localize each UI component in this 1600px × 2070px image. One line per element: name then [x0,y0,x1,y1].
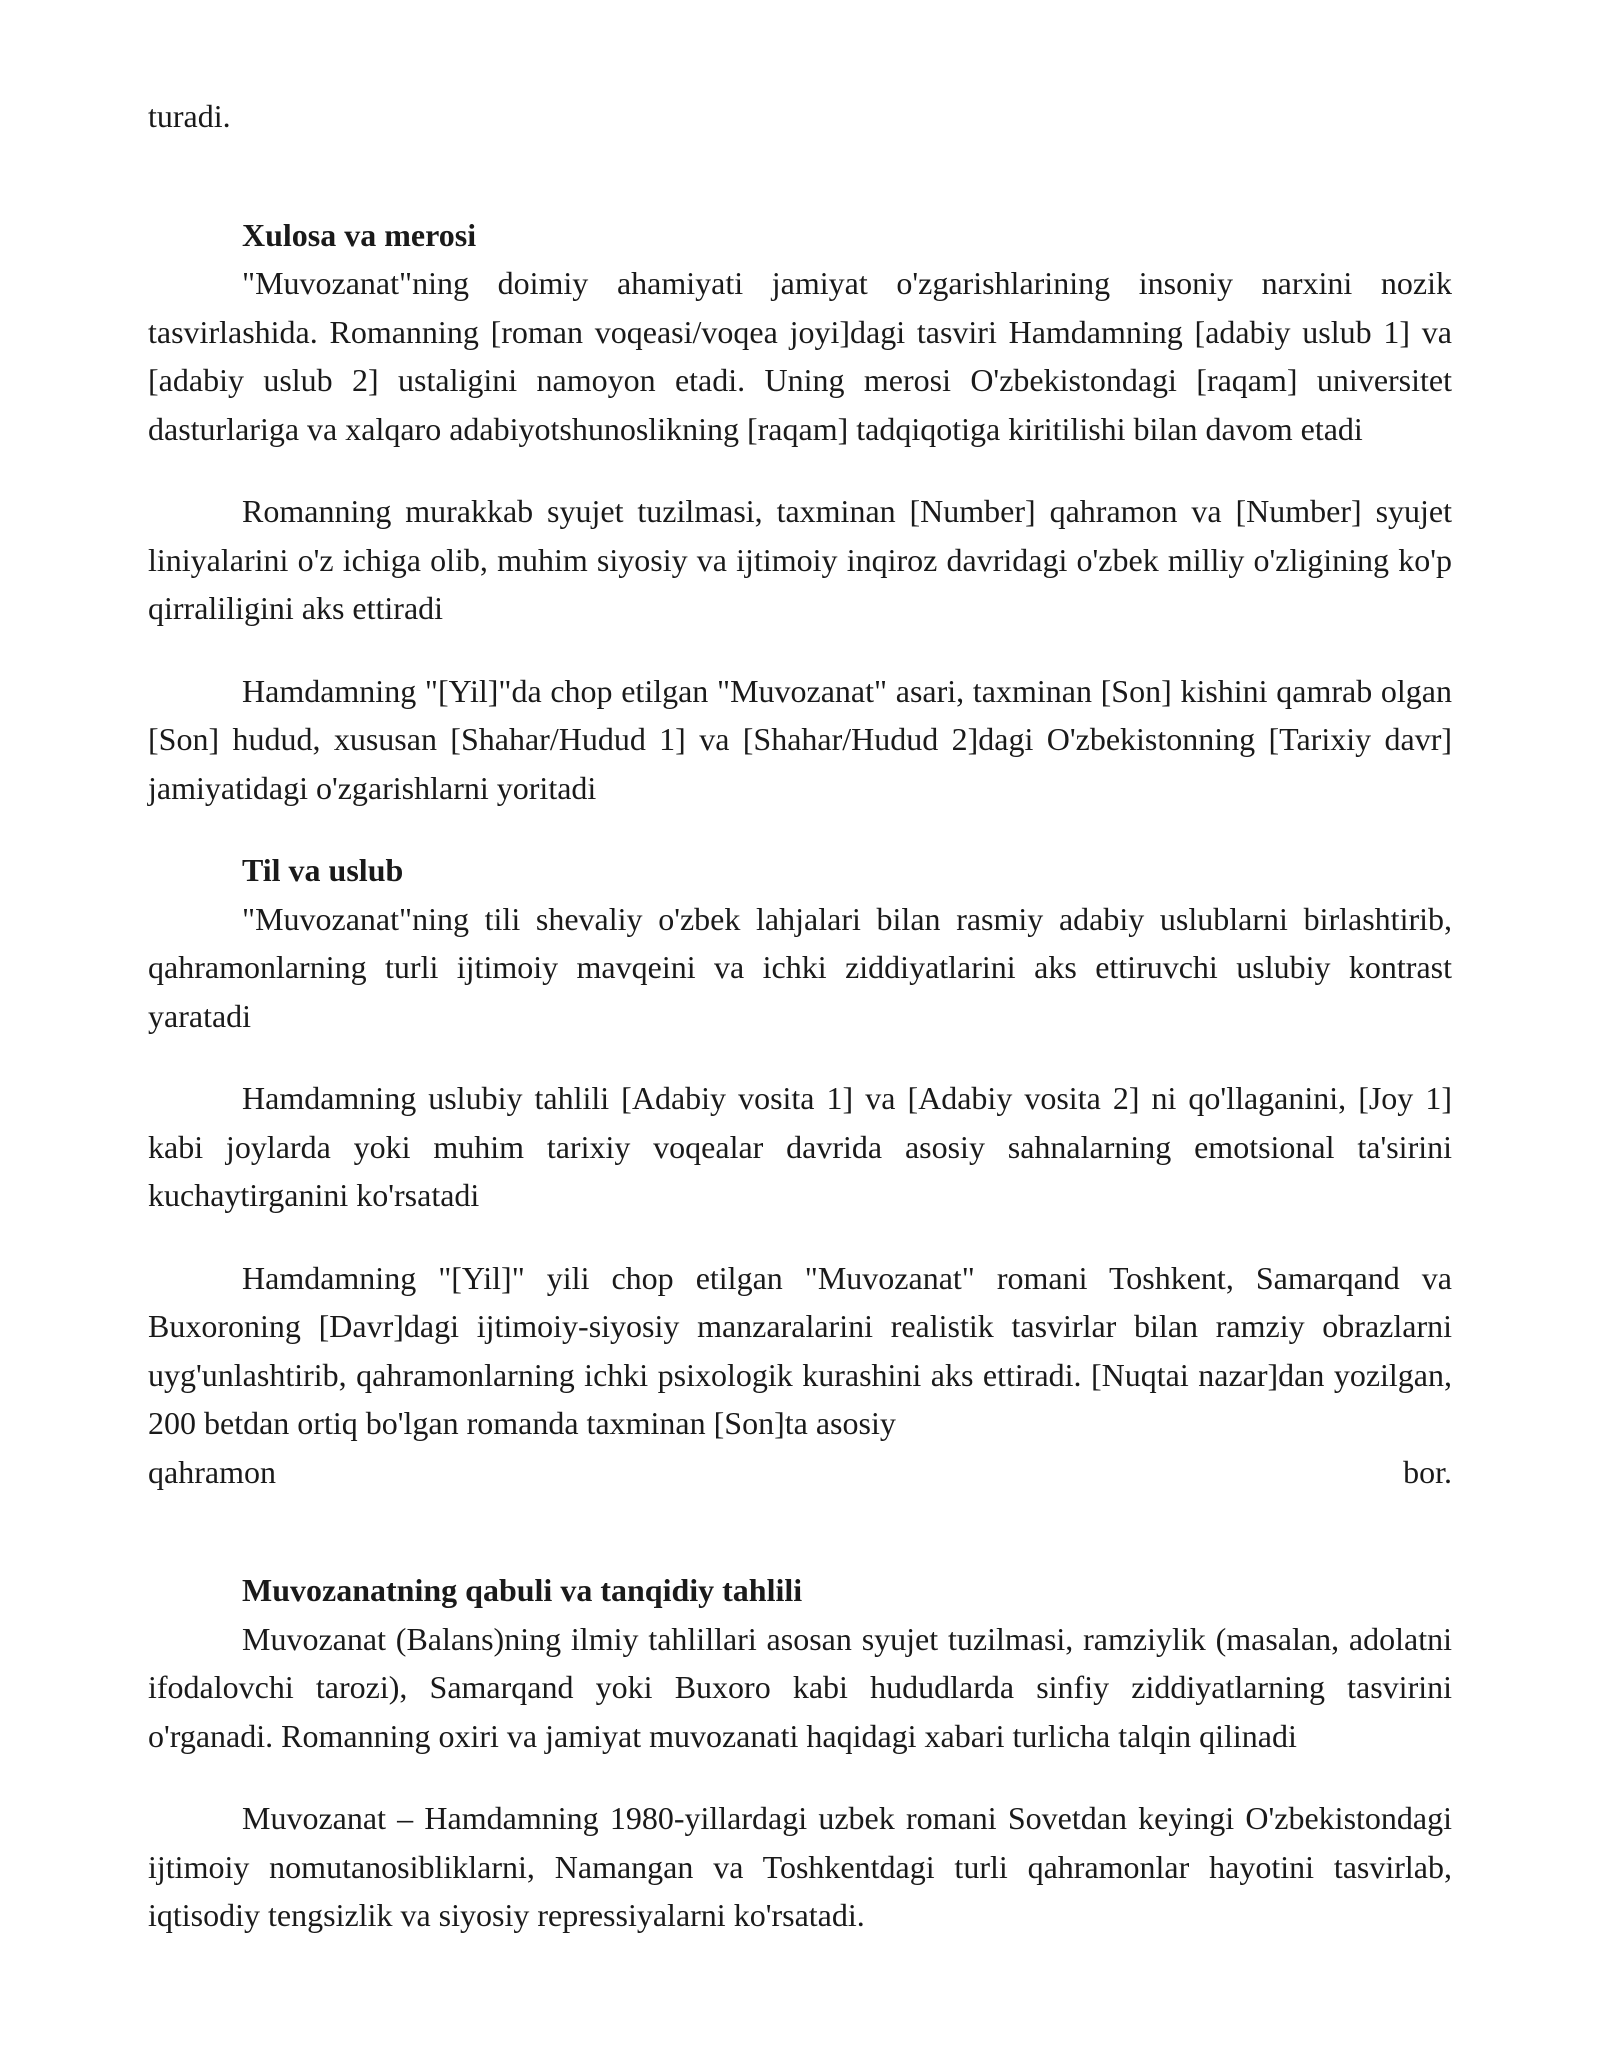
section-heading: Muvozanatning qabuli va tanqidiy tahlili [242,1572,803,1608]
section-xulosa [148,211,1452,813]
section-heading: Til va uslub [242,852,404,888]
paragraph: Romanning murakkab syujet tuzilmasi, taxminan [Number] qahramon va [Number] syujet liniyalarini o'z ichiga olib, muhim siyosiy va ijtimoiy inqiroz davridagi o'zbek milliy o'zligining ko'p qirraliligini aks ettiradi [148,493,1452,626]
paragraph: "Muvozanat"ning doimiy ahamiyati jamiyat o'zgarishlarining insoniy narxini nozik tasvirlashida. Romanning [roman voqeasi/voqea joyi]dagi tasviri Hamdamning [adabiy uslub 1] va [adabiy uslub 2] ustaligini namoyon etadi. Uning merosi O'zbekistondagi [raqam] universitet dasturlariga va xalqaro adabiyotshunoslikning [raqam] tadqiqotiga kiritilishi bilan davom etadi [148,265,1452,447]
paragraph: Muvozanat (Balans)ning ilmiy tahlillari asosan syujet tuzilmasi, ramziylik (masalan, adolatni ifodalovchi tarozi), Samarqand yoki Buxoro kabi hududlarda sinfiy ziddiyatlarning tasvirini o'rganadi. Romanning oxiri va jamiyat muvozanati haqidagi xabari turlicha talqin qilinadi [148,1620,1452,1754]
paragraph: Hamdamning uslubiy tahlili [Adabiy vosita 1] va [Adabiy vosita 2] ni qo'llaganini, [Joy 1] kabi joylarda yoki muhim tarixiy voqealar davrida asosiy sahnalarning emotsional ta'sirini kuchaytirganini ko'rsatadi [148,1080,1452,1213]
paragraph: "Muvozanat"ning tili shevaliy o'zbek lahjalari bilan rasmiy adabiy uslublarni birlashtirib, qahramonlarning turli ijtimoiy mavqeini va ichki ziddiyatlarini aks ettiruvchi uslubiy kontrast yaratadi [148,900,1452,1034]
paragraph: Muvozanat – Hamdamning 1980-yillardagi uzbek romani Sovetdan keyingi O'zbekistondagi ijtimoiy nomutanosibliklarni, Namangan va Toshkentdagi turli qahramonlar hayotini tasvirlab, iqtisodiy tengsizlik va siyosiy repressiyalarni ko'rsatadi. [148,1800,1452,1933]
last-line-left: qahramon [148,1453,276,1490]
text-fragment: turadi. [148,98,231,134]
section-qabul [148,1566,1452,1940]
section-til-uslub [148,846,1452,1496]
section-heading: Xulosa va merosi [242,216,477,253]
paragraph-last-line [148,1448,1452,1497]
paragraph: Hamdamning "[Yil]"da chop etilgan "Muvozanat" asari, taxminan [Son] kishini qamrab olgan [Son] hudud, xususan [Shahar/Hudud 1] va [Shahar/Hudud 2]dagi O'zbekistonning [Tarixiy davr] jamiyatidagi o'zgarishlarni yoritadi [148,672,1452,806]
last-line-right: bor. [1403,1453,1452,1490]
document-page [148,92,1452,1940]
paragraph: Hamdamning "[Yil]" yili chop etilgan "Muvozanat" romani Toshkent, Samarqand va Buxoroning [Davr]dagi ijtimoiy-siyosiy manzaralarini realistik tasvirlar bilan ramziy obrazlarni uyg'unlashtirib, qahramonlarning ichki psixologik kurashini aks ettiradi. [Nuqtai nazar]dan yozilgan, 200 betdan ortiq bo'lgan romanda taxminan [Son]ta asosiy [148,1259,1452,1441]
